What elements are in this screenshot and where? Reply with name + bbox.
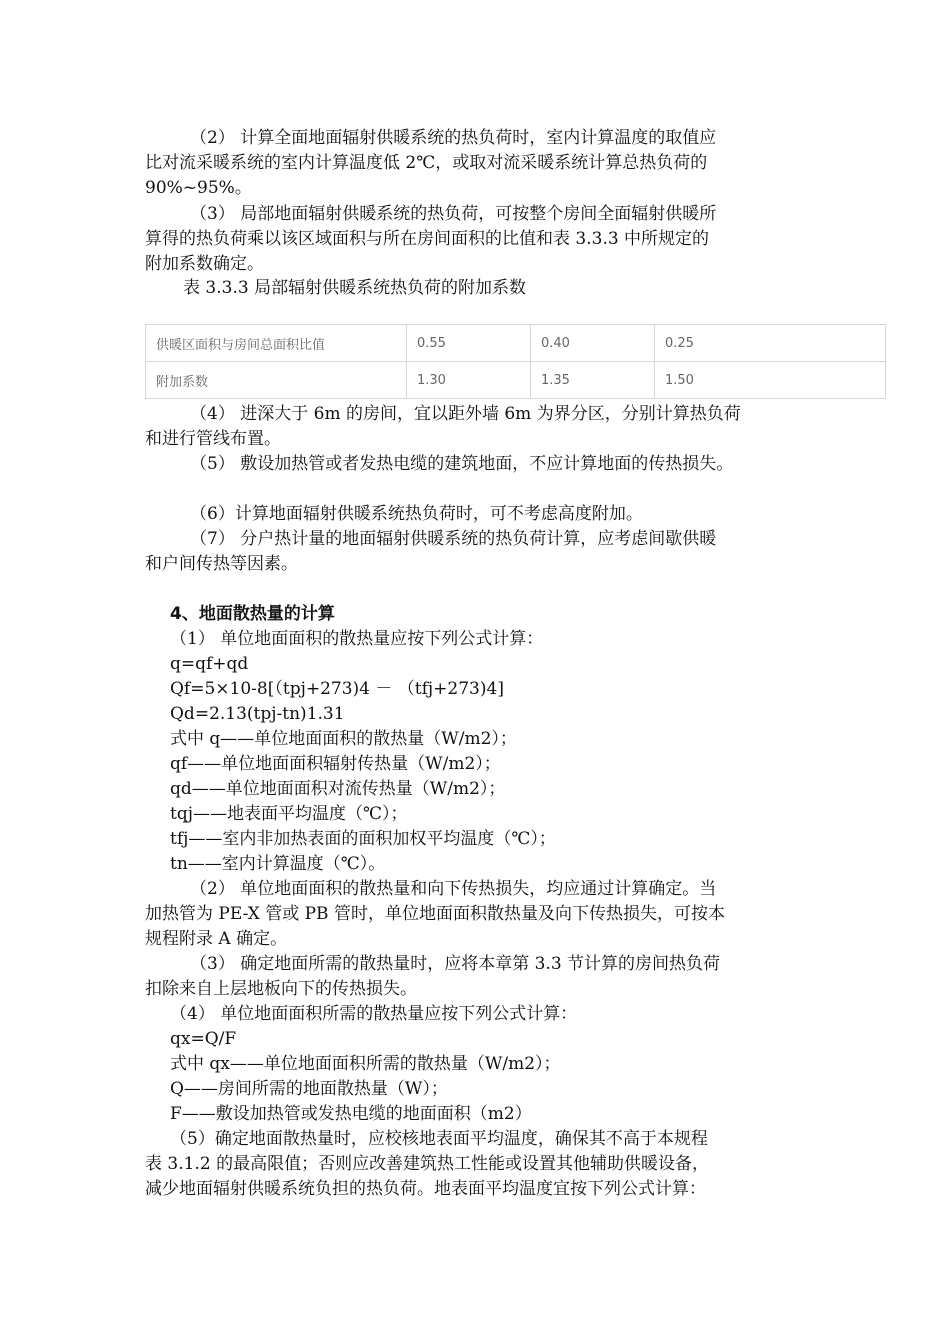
section4-item5-line3: 减少地面辐射供暖系统负担的热负荷。地表面平均温度宜按下列公式计算： — [145, 1179, 706, 1199]
formula-line: qd——单位地面面积对流传热量（W/m2）； — [170, 779, 506, 799]
section4-item2-line1: （2） 单位地面面积的散热量和向下传热损失，均应通过计算确定。当 — [190, 879, 717, 899]
formula-line: qf——单位地面面积辐射传热量（W/m2）； — [170, 754, 501, 774]
formula-line: qx=Q/F — [170, 1029, 237, 1049]
formula-line: Qf=5×10-8[（tpj+273)4 － （tfj+273)4] — [170, 679, 504, 699]
formula-line: 式中 q——单位地面面积的散热量（W/m2）； — [170, 729, 517, 749]
table-cell: 附加系数 — [146, 362, 407, 399]
para3-line1: （3） 局部地面辐射供暖系统的热负荷，可按整个房间全面辐射供暖所 — [190, 204, 717, 224]
table-cell: 0.25 — [655, 325, 886, 362]
table-cell: 1.50 — [655, 362, 886, 399]
section4-heading: 4、地面散热量的计算 — [170, 604, 335, 624]
table-cell: 0.55 — [407, 325, 531, 362]
table-caption: 表 3.3.3 局部辐射供暖系统热负荷的附加系数 — [183, 278, 527, 298]
section4-item1: （1） 单位地面面积的散热量应按下列公式计算： — [170, 629, 544, 649]
section4-item4: （4） 单位地面面积所需的散热量应按下列公式计算： — [170, 1004, 578, 1024]
coefficient-table — [145, 324, 886, 399]
para7-line1: （7） 分户热计量的地面辐射供暖系统的热负荷计算，应考虑间歇供暖 — [190, 529, 717, 549]
table-row — [146, 325, 886, 362]
para7-line2: 和户间传热等因素。 — [145, 554, 298, 574]
table-row — [146, 362, 886, 399]
table-cell: 供暖区面积与房间总面积比值 — [146, 325, 407, 362]
table-cell: 0.40 — [531, 325, 655, 362]
formula-line: q=qf+qd — [170, 654, 249, 674]
formula-line: F——敷设加热管或发热电缆的地面面积（m2） — [170, 1104, 532, 1124]
table-cell: 1.35 — [531, 362, 655, 399]
section4-item3-line2: 扣除来自上层地板向下的传热损失。 — [145, 979, 417, 999]
formula-line: Q——房间所需的地面散热量（W）； — [170, 1079, 448, 1099]
formula-line: Qd=2.13(tpj-tn)1.31 — [170, 704, 345, 724]
para4-line2: 和进行管线布置。 — [145, 429, 281, 449]
para3-line3: 附加系数确定。 — [145, 254, 264, 274]
para5: （5） 敷设加热管或者发热电缆的建筑地面，不应计算地面的传热损失。 — [190, 454, 734, 474]
table-cell: 1.30 — [407, 362, 531, 399]
para2-line2: 比对流采暖系统的室内计算温度低 2℃，或取对流采暖系统计算总热负荷的 — [145, 153, 708, 173]
formula-line: 式中 qx——单位地面面积所需的散热量（W/m2）； — [170, 1054, 561, 1074]
section4-item2-line3: 规程附录 A 确定。 — [145, 929, 288, 949]
formula-line: tn——室内计算温度（℃）。 — [170, 854, 386, 874]
section4-item3-line1: （3） 确定地面所需的散热量时，应将本章第 3.3 节计算的房间热负荷 — [190, 954, 721, 974]
para4-line1: （4） 进深大于 6m 的房间，宜以距外墙 6m 为界分区，分别计算热负荷 — [190, 404, 741, 424]
formula-line: tqj——地表面平均温度（℃）； — [170, 804, 408, 824]
para2-line3: 90%~95%。 — [145, 178, 252, 198]
para2-line1: （2） 计算全面地面辐射供暖系统的热负荷时，室内计算温度的取值应 — [190, 128, 717, 148]
section4-item2-line2: 加热管为 PE-X 管或 PB 管时，单位地面面积散热量及向下传热损失，可按本 — [145, 904, 725, 924]
formula-line: tfj——室内非加热表面的面积加权平均温度（℃）； — [170, 829, 556, 849]
section4-item5-line2: 表 3.1.2 的最高限值；否则应改善建筑热工性能或设置其他辅助供暖设备， — [145, 1154, 710, 1174]
section4-item5-line1: （5）确定地面散热量时，应校核地表面平均温度，确保其不高于本规程 — [170, 1129, 708, 1149]
para3-line2: 算得的热负荷乘以该区域面积与所在房间面积的比值和表 3.3.3 中所规定的 — [145, 229, 710, 249]
para6: （6）计算地面辐射供暖系统热负荷时，可不考虑高度附加。 — [190, 504, 643, 524]
